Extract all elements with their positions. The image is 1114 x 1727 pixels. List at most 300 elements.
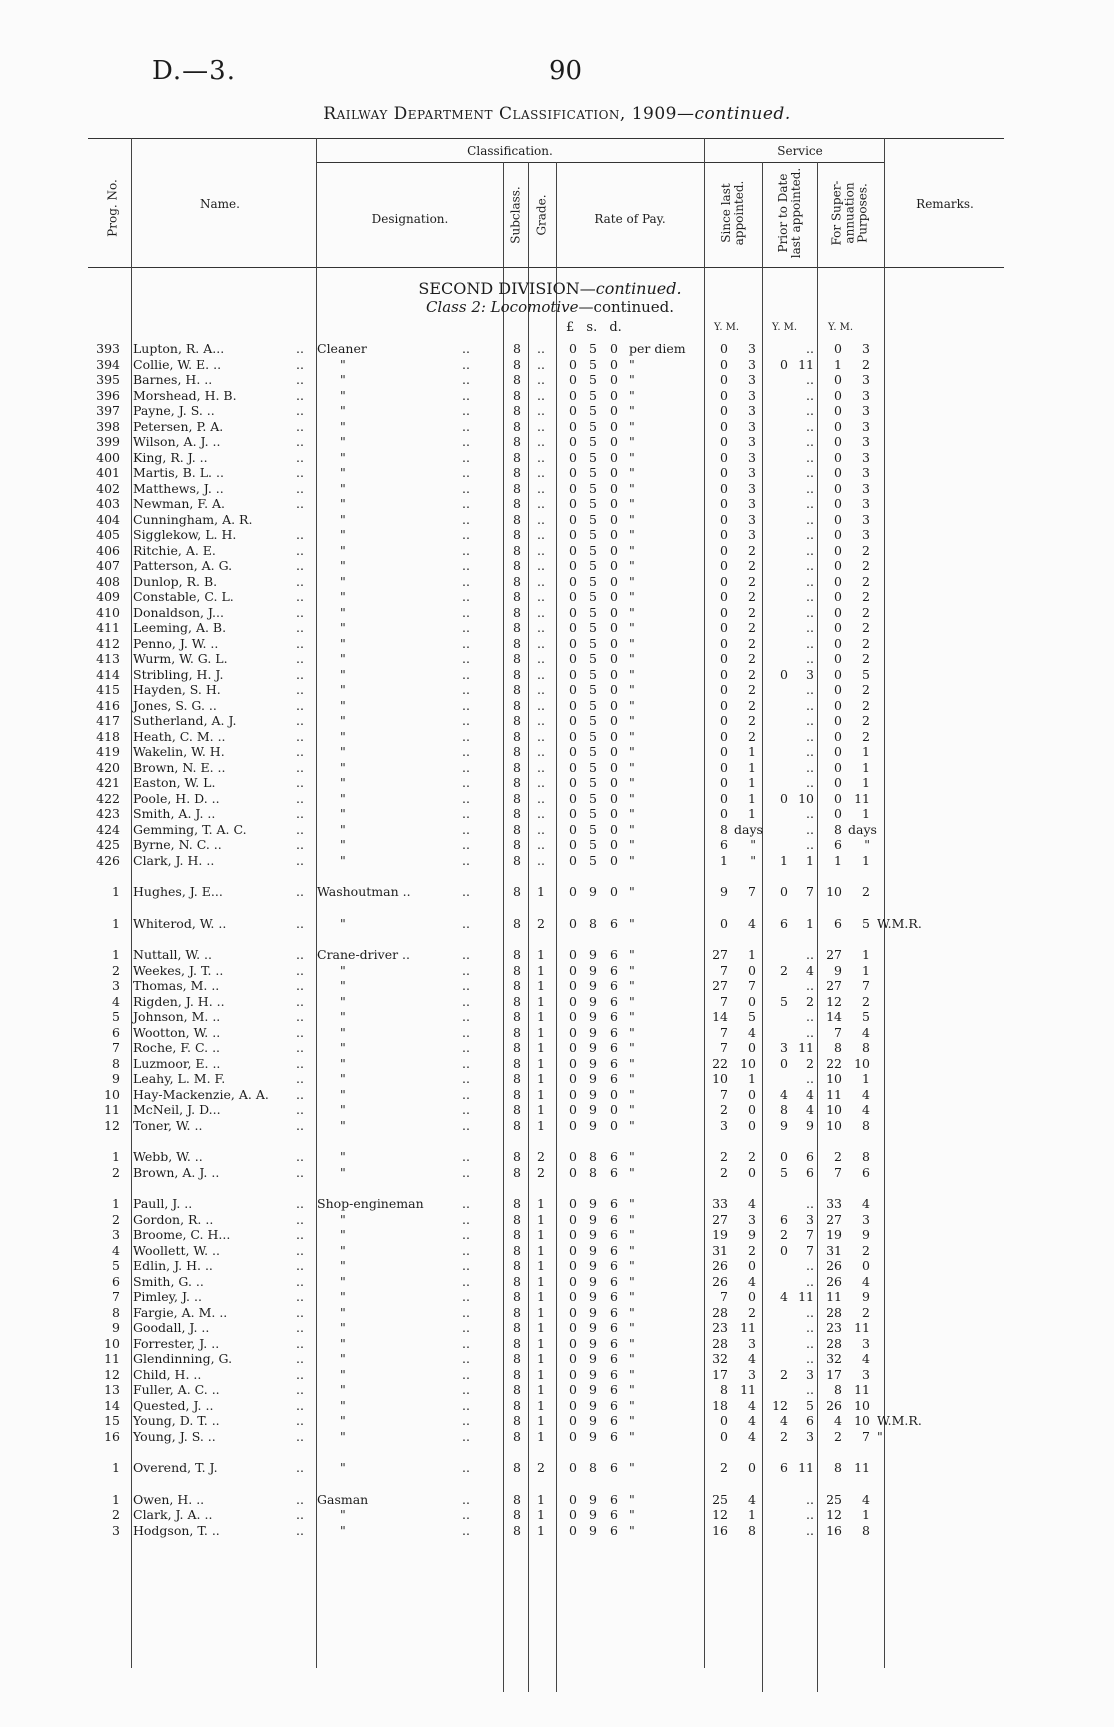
- prog-no: 2: [112, 962, 120, 978]
- subclass: 8: [513, 418, 521, 434]
- designation: ": [340, 635, 346, 651]
- subclass: 8: [513, 1320, 521, 1335]
- grade: 1: [537, 1289, 545, 1304]
- since-months: 2: [748, 589, 756, 604]
- prog-no: 3: [112, 1227, 120, 1242]
- table-row: [0, 713, 1114, 729]
- pay-period: ": [629, 403, 635, 418]
- employee-name: Newman, F. A.: [133, 496, 226, 511]
- pay-pounds: 0: [569, 821, 577, 837]
- prior-months: ..: [806, 1351, 814, 1366]
- grade: ..: [537, 821, 545, 837]
- super-years: 0: [834, 682, 842, 697]
- since-months: 2: [748, 1149, 756, 1164]
- pay-pence: 0: [610, 821, 618, 837]
- since-years: 10: [712, 1071, 728, 1086]
- table-row: [0, 1320, 1114, 1336]
- pay-shillings: 5: [589, 558, 597, 573]
- table-row: [0, 1227, 1114, 1243]
- super-years: 0: [834, 744, 842, 759]
- pay-pounds: 0: [569, 915, 577, 931]
- grade: ..: [537, 434, 545, 449]
- since-months: 1: [748, 775, 756, 790]
- pay-period: ": [629, 993, 635, 1009]
- subclass: 8: [513, 1522, 521, 1538]
- employee-name: Lupton, R. A...: [133, 341, 225, 356]
- since-months: 3: [748, 449, 756, 465]
- prog-no: 4: [112, 1242, 120, 1258]
- since-months: 7: [748, 884, 756, 899]
- designation: ": [340, 620, 346, 635]
- prior-months: ..: [806, 759, 814, 775]
- pay-shillings: 5: [589, 589, 597, 604]
- since-months: 4: [748, 1351, 756, 1366]
- prior-months: ..: [806, 1320, 814, 1335]
- grade: 1: [537, 1320, 545, 1335]
- employee-name: Smith, G. ..: [133, 1273, 204, 1289]
- prior-months: ..: [806, 527, 814, 542]
- since-months: 9: [748, 1227, 756, 1242]
- prior-years: 3: [780, 1040, 788, 1055]
- grade: ..: [537, 759, 545, 775]
- leader-dots: ..: [296, 978, 304, 993]
- super-years: 7: [834, 1024, 842, 1040]
- prog-no: 411: [96, 620, 120, 635]
- subclass: 8: [513, 387, 521, 403]
- leader-dots: ..: [296, 1382, 304, 1397]
- employee-name: Constable, C. L.: [133, 589, 234, 604]
- super-years: 11: [826, 1289, 842, 1304]
- leader-dots: ..: [462, 1522, 470, 1538]
- prior-months: ..: [806, 573, 814, 589]
- employee-name: Gemming, T. A. C.: [133, 821, 247, 837]
- pay-period: ": [629, 1491, 635, 1507]
- employee-name: Hodgson, T. ..: [133, 1522, 220, 1538]
- super-years: 0: [834, 465, 842, 480]
- since-years: 19: [712, 1227, 728, 1242]
- prog-no: 405: [96, 527, 120, 542]
- employee-name: Luzmoor, E. ..: [133, 1055, 221, 1071]
- pay-pence: 0: [610, 418, 618, 434]
- prior-years: 5: [780, 1164, 788, 1180]
- leader-dots: ..: [462, 620, 470, 635]
- super-months: 3: [862, 372, 870, 387]
- grade: ..: [537, 387, 545, 403]
- leader-dots: ..: [296, 1071, 304, 1086]
- pay-pounds: 0: [569, 527, 577, 542]
- since-years: 7: [720, 1024, 728, 1040]
- pay-pence: 6: [610, 1242, 618, 1258]
- employee-name: Clark, J. H. ..: [133, 852, 215, 868]
- pay-shillings: 9: [589, 1491, 597, 1507]
- employee-name: Jones, S. G. ..: [133, 697, 217, 713]
- employee-name: Wilson, A. J. ..: [133, 434, 221, 449]
- pay-period: ": [629, 1397, 635, 1413]
- pay-pounds: 0: [569, 697, 577, 713]
- pay-pounds: 0: [569, 1273, 577, 1289]
- since-months: 4: [748, 1413, 756, 1428]
- pay-pence: 6: [610, 1397, 618, 1413]
- employee-name: Owen, H. ..: [133, 1491, 205, 1507]
- subclass: 8: [513, 852, 521, 868]
- pay-pounds: 0: [569, 480, 577, 496]
- since-months: 2: [748, 542, 756, 558]
- prior-years: 0: [780, 1149, 788, 1164]
- pay-shillings: 5: [589, 775, 597, 790]
- leader-dots: ..: [462, 1117, 470, 1133]
- super-years: 0: [834, 651, 842, 666]
- leader-dots: ..: [462, 915, 470, 931]
- pay-period: per diem: [629, 341, 686, 356]
- leader-dots: ..: [296, 604, 304, 620]
- subclass: 8: [513, 465, 521, 480]
- since-years: 2: [720, 1460, 728, 1475]
- since-months: 2: [748, 1304, 756, 1320]
- employee-name: Wakelin, W. H.: [133, 744, 225, 759]
- pay-pounds: 0: [569, 1335, 577, 1351]
- pay-period: ": [629, 1413, 635, 1428]
- pay-period: ": [629, 573, 635, 589]
- super-years: 0: [834, 604, 842, 620]
- pay-shillings: 8: [589, 1460, 597, 1475]
- super-months: 2: [862, 651, 870, 666]
- prior-months: ..: [806, 978, 814, 993]
- super-years: 10: [826, 884, 842, 899]
- since-years: 1: [720, 852, 728, 868]
- employee-name: Payne, J. S. ..: [133, 403, 215, 418]
- since-years: 18: [712, 1397, 728, 1413]
- super-years: 10: [826, 1071, 842, 1086]
- since-years: 0: [720, 806, 728, 821]
- pay-period: ": [629, 511, 635, 527]
- prog-no: 1: [112, 915, 120, 931]
- pay-pence: 0: [610, 496, 618, 511]
- pay-shillings: 5: [589, 682, 597, 697]
- since-months: 0: [748, 1164, 756, 1180]
- subclass: 8: [513, 1258, 521, 1273]
- since-months: 2: [748, 713, 756, 728]
- pay-shillings: 9: [589, 947, 597, 962]
- since-months: 4: [748, 1428, 756, 1444]
- pay-pence: 0: [610, 589, 618, 604]
- since-years: 0: [720, 573, 728, 589]
- leader-dots: ..: [462, 821, 470, 837]
- prior-months: 5: [806, 1397, 814, 1413]
- designation: Gasman: [317, 1491, 369, 1507]
- leader-dots: ..: [296, 651, 304, 666]
- table-row: [0, 1009, 1114, 1025]
- pay-pence: 0: [610, 1102, 618, 1117]
- leader-dots: ..: [462, 806, 470, 821]
- pay-shillings: 9: [589, 1196, 597, 1211]
- subclass: 8: [513, 947, 521, 962]
- leader-dots: ..: [296, 697, 304, 713]
- leader-dots: ..: [462, 542, 470, 558]
- grade: ..: [537, 775, 545, 790]
- prior-years: 9: [780, 1117, 788, 1133]
- pay-pounds: 0: [569, 511, 577, 527]
- leader-dots: ..: [296, 1024, 304, 1040]
- table-row: [0, 481, 1114, 497]
- since-years: 27: [712, 947, 728, 962]
- table-header-bottom-rule: [88, 267, 1004, 268]
- remarks: ": [877, 1428, 883, 1444]
- table-row: [0, 1523, 1114, 1539]
- grade: 1: [537, 947, 545, 962]
- super-months: 1: [862, 759, 870, 775]
- pay-period: ": [629, 465, 635, 480]
- table-row: [0, 1336, 1114, 1352]
- pay-period: ": [629, 666, 635, 682]
- super-years: 0: [834, 666, 842, 682]
- pay-period: ": [629, 496, 635, 511]
- subclass: 8: [513, 1460, 521, 1475]
- prog-no: 5: [112, 1009, 120, 1024]
- pay-pounds: 0: [569, 1320, 577, 1335]
- table-row: [0, 527, 1114, 543]
- pay-period: ": [629, 682, 635, 697]
- employee-name: Fuller, A. C. ..: [133, 1382, 220, 1397]
- pay-pounds: 0: [569, 341, 577, 356]
- prog-no: 409: [96, 589, 120, 604]
- leader-dots: ..: [462, 1227, 470, 1242]
- pay-period: ": [629, 1289, 635, 1304]
- super-years: 8: [834, 1460, 842, 1475]
- pay-shillings: 5: [589, 341, 597, 356]
- subclass: 8: [513, 1351, 521, 1366]
- prog-no: 406: [96, 542, 120, 558]
- subclass: 8: [513, 480, 521, 496]
- prior-months: ..: [806, 635, 814, 651]
- leader-dots: ..: [296, 821, 304, 837]
- employee-name: Young, D. T. ..: [133, 1413, 220, 1428]
- table-row: [0, 1040, 1114, 1056]
- subclass: 8: [513, 978, 521, 993]
- subclass: 8: [513, 1335, 521, 1351]
- pay-pounds: 0: [569, 1196, 577, 1211]
- pay-period: ": [629, 1227, 635, 1242]
- prior-months: ..: [806, 821, 814, 837]
- super-years: 0: [834, 775, 842, 790]
- super-months: 1: [862, 1507, 870, 1522]
- since-months: 3: [748, 1366, 756, 1382]
- grade: 1: [537, 1507, 545, 1522]
- prog-no: 9: [112, 1320, 120, 1335]
- super-months: 2: [862, 620, 870, 635]
- prog-no: 407: [96, 558, 120, 573]
- subclass: 8: [513, 1491, 521, 1507]
- since-years: 0: [720, 682, 728, 697]
- pay-pence: 6: [610, 1149, 618, 1164]
- designation: ": [340, 1009, 346, 1024]
- since-months: 2: [748, 604, 756, 620]
- pay-period: ": [629, 1258, 635, 1273]
- prior-months: ..: [806, 837, 814, 852]
- leader-dots: ..: [296, 589, 304, 604]
- subclass: 8: [513, 341, 521, 356]
- since-years: 0: [720, 496, 728, 511]
- prior-months: ..: [806, 1507, 814, 1522]
- leader-dots: ..: [462, 651, 470, 666]
- since-months: 2: [748, 1242, 756, 1258]
- pay-pounds: 0: [569, 1351, 577, 1366]
- prior-months: ..: [806, 1522, 814, 1538]
- employee-name: Weekes, J. T. ..: [133, 962, 224, 978]
- prior-months: ..: [806, 775, 814, 790]
- pay-pounds: 0: [569, 542, 577, 558]
- super-months: 1: [862, 744, 870, 759]
- super-months: 3: [862, 403, 870, 418]
- pay-period: ": [629, 356, 635, 372]
- prior-years: 0: [780, 666, 788, 682]
- pay-period: ": [629, 527, 635, 542]
- pay-pence: 0: [610, 697, 618, 713]
- prior-months: ..: [806, 511, 814, 527]
- pay-shillings: 5: [589, 806, 597, 821]
- table-row: [0, 994, 1114, 1010]
- since-years: 0: [720, 434, 728, 449]
- leader-dots: ..: [296, 806, 304, 821]
- prior-months: 3: [806, 1211, 814, 1227]
- employee-name: Toner, W. ..: [133, 1117, 203, 1133]
- designation: Washoutman ..: [317, 884, 411, 899]
- subclass: 8: [513, 682, 521, 697]
- since-years: 0: [720, 759, 728, 775]
- col-classification: Classification.: [467, 144, 553, 158]
- subclass: 8: [513, 1366, 521, 1382]
- super-years: 16: [826, 1522, 842, 1538]
- pay-period: ": [629, 744, 635, 759]
- grade: 1: [537, 1024, 545, 1040]
- table-row: [0, 357, 1114, 373]
- employee-name: Johnson, M. ..: [133, 1009, 221, 1024]
- prior-years: 6: [780, 1460, 788, 1475]
- pay-pounds: 0: [569, 573, 577, 589]
- prior-years: 0: [780, 1055, 788, 1071]
- leader-dots: ..: [296, 1460, 304, 1475]
- prior-months: ..: [806, 542, 814, 558]
- leader-dots: ..: [296, 915, 304, 931]
- pay-pence: 6: [610, 1351, 618, 1366]
- pay-pounds: 0: [569, 1428, 577, 1444]
- prior-months: 10: [798, 790, 814, 806]
- prior-years: 12: [772, 1397, 788, 1413]
- employee-name: Brown, A. J. ..: [133, 1164, 220, 1180]
- pay-pounds: 0: [569, 993, 577, 1009]
- leader-dots: ..: [296, 1102, 304, 1117]
- units-since-ym: Y. M.: [714, 322, 740, 333]
- super-months: 0: [862, 1258, 870, 1273]
- prior-months: ..: [806, 1009, 814, 1024]
- super-months: 4: [862, 1491, 870, 1507]
- super-years: 4: [834, 1413, 842, 1428]
- leader-dots: ..: [296, 1304, 304, 1320]
- prior-years: 6: [780, 1211, 788, 1227]
- leader-dots: ..: [462, 434, 470, 449]
- super-months: 4: [862, 1273, 870, 1289]
- pay-pounds: 0: [569, 713, 577, 728]
- super-months: 3: [862, 449, 870, 465]
- prior-months: ..: [806, 496, 814, 511]
- super-months: 2: [862, 1242, 870, 1258]
- pay-pence: 6: [610, 978, 618, 993]
- pay-period: ": [629, 387, 635, 403]
- pay-pounds: 0: [569, 1024, 577, 1040]
- designation: ": [340, 837, 346, 852]
- prior-months: ..: [806, 589, 814, 604]
- leader-dots: ..: [462, 1086, 470, 1102]
- subclass: 8: [513, 1117, 521, 1133]
- pay-pence: 6: [610, 1335, 618, 1351]
- leader-dots: ..: [462, 1164, 470, 1180]
- table-row: [0, 837, 1114, 853]
- grade: ..: [537, 852, 545, 868]
- designation: ": [340, 1149, 346, 1164]
- col-service: Service: [777, 144, 823, 158]
- employee-name: Goodall, J. ..: [133, 1320, 210, 1335]
- leader-dots: ..: [462, 1009, 470, 1024]
- prior-months: 1: [806, 852, 814, 868]
- designation: ": [340, 915, 346, 931]
- leader-dots: ..: [296, 1117, 304, 1133]
- prog-no: 1: [112, 947, 120, 962]
- super-months: 7: [862, 1428, 870, 1444]
- super-years: 0: [834, 573, 842, 589]
- pay-pounds: 0: [569, 403, 577, 418]
- since-years: 27: [712, 978, 728, 993]
- leader-dots: ..: [296, 790, 304, 806]
- prog-no: 408: [96, 573, 120, 589]
- super-months: 1: [862, 962, 870, 978]
- employee-name: Pimley, J. ..: [133, 1289, 202, 1304]
- grade: ..: [537, 697, 545, 713]
- leader-dots: ..: [296, 1428, 304, 1444]
- employee-name: Cunningham, A. R.: [133, 511, 253, 527]
- designation: ": [340, 356, 346, 372]
- pay-pence: 0: [610, 542, 618, 558]
- employee-name: Martis, B. L. ..: [133, 465, 224, 480]
- super-years: 0: [834, 496, 842, 511]
- pay-pounds: 0: [569, 1009, 577, 1024]
- prog-no: 422: [96, 790, 120, 806]
- super-years: 0: [834, 542, 842, 558]
- grade: 1: [537, 1413, 545, 1428]
- prior-months: ..: [806, 418, 814, 434]
- leader-dots: ..: [462, 449, 470, 465]
- leader-dots: ..: [296, 1491, 304, 1507]
- employee-name: Ritchie, A. E.: [133, 542, 216, 558]
- pay-shillings: 9: [589, 1366, 597, 1382]
- pay-pounds: 0: [569, 1086, 577, 1102]
- super-years: 0: [834, 449, 842, 465]
- table-row: [0, 589, 1114, 605]
- prog-no: 5: [112, 1258, 120, 1273]
- since-months: 3: [748, 511, 756, 527]
- pay-pence: 0: [610, 837, 618, 852]
- table-row: [0, 372, 1114, 388]
- subclass: 8: [513, 728, 521, 744]
- super-years: 0: [834, 387, 842, 403]
- pay-shillings: 5: [589, 573, 597, 589]
- leader-dots: ..: [462, 837, 470, 852]
- pay-period: ": [629, 1320, 635, 1335]
- super-years: 28: [826, 1304, 842, 1320]
- subclass: 8: [513, 790, 521, 806]
- pay-pence: 0: [610, 759, 618, 775]
- pay-period: ": [629, 651, 635, 666]
- prog-no: 15: [104, 1413, 120, 1428]
- pay-pence: 0: [610, 449, 618, 465]
